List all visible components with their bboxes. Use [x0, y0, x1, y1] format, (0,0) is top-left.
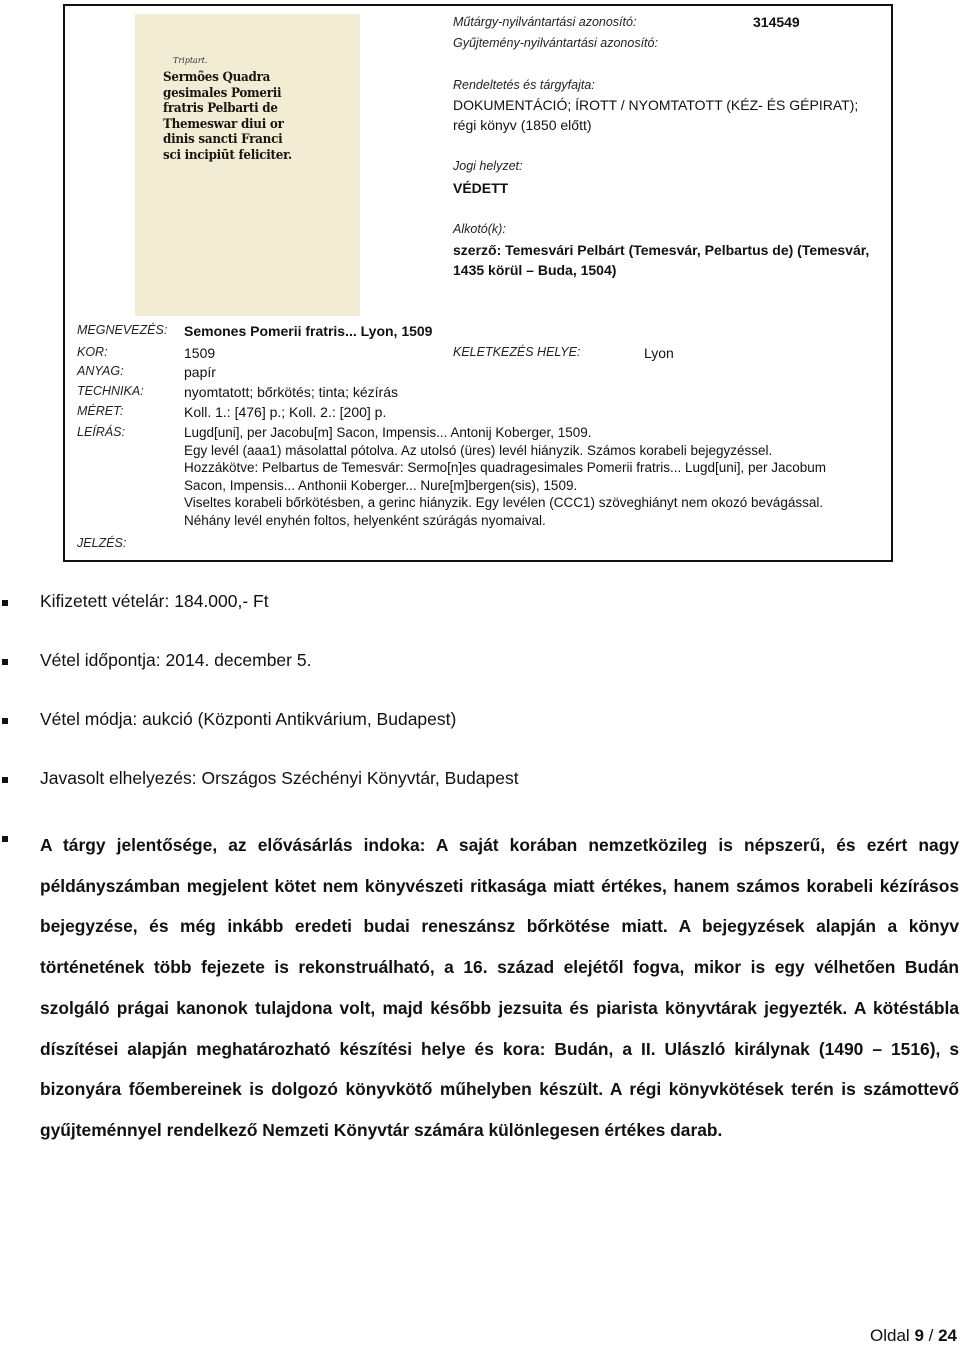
description-line: Néhány levél enyhén foltos, helyenként szúrágás nyomaival.: [184, 512, 546, 528]
size-label: MÉRET:: [77, 404, 124, 418]
purchase-method-text: Vétel módja: aukció (Központi Antikvárium, Budapest): [40, 709, 457, 729]
cover-line: Sermões Quadra: [163, 70, 271, 85]
inventory-label: Műtárgy-nyilvántartási azonosító:: [453, 15, 637, 29]
bullet-icon: [2, 718, 8, 724]
description-line: Sacon, Impensis... Anthonii Koberger... Nure[m]bergen(sis), 1509.: [184, 477, 578, 493]
cover-line: dinis sancti Franci: [163, 132, 283, 147]
bullet-icon: [2, 777, 8, 783]
bullet-icon: [2, 836, 8, 842]
description-line: Lugd[uni], per Jacobu[m] Sacon, Impensis... Antonij Koberger, 1509.: [184, 425, 592, 440]
age-label: KOR:: [77, 345, 108, 359]
footer-separator: /: [923, 1326, 939, 1345]
bullet-icon: [2, 600, 8, 606]
purpose-value-line2: régi könyv (1850 előtt): [453, 117, 592, 133]
legal-label: Jogi helyzet:: [453, 159, 523, 173]
technique-value: nyomtatott; bőrkötés; tinta; kézírás: [184, 384, 398, 400]
cover-line: fratris Pelbarti de: [163, 101, 278, 116]
creator-label: Alkotó(k):: [453, 222, 506, 236]
cover-line: sci incipiūt feliciter.: [163, 147, 292, 163]
creator-value-line1: szerző: Temesvári Pelbárt (Temesvár, Pelbartus de) (Temesvár,: [453, 242, 870, 258]
description-label: LEÍRÁS:: [77, 425, 125, 439]
collection-label: Gyűjtemény-nyilvántartási azonosító:: [453, 36, 658, 50]
name-label: MEGNEVEZÉS:: [77, 323, 168, 337]
description-value: [184, 424, 884, 530]
name-value: Semones Pomerii fratris... Lyon, 1509: [184, 323, 433, 339]
material-label: ANYAG:: [77, 364, 124, 378]
inventory-value: 314549: [753, 14, 800, 30]
total-pages: 24: [938, 1326, 957, 1345]
description-line: Egy levél (aaa1) másolattal pótolva. Az utolsó (üres) levél hiányzik. Számos korabeli bejegyzéssel.: [184, 442, 773, 458]
size-value: Koll. 1.: [476] p.; Koll. 2.: [200] p.: [184, 404, 387, 420]
origin-label: KELETKEZÉS HELYE:: [453, 345, 581, 359]
current-page: 9: [914, 1326, 924, 1345]
page-footer: [870, 1326, 957, 1346]
creator-value-line2: 1435 körül – Buda, 1504): [453, 262, 617, 278]
origin-value: Lyon: [644, 345, 674, 361]
cover-title-lines: [163, 70, 343, 163]
significance-paragraph: A tárgy jelentősége, az elővásárlás indoka: A saját korában nemzetközileg is népszerű, és ezért nagy példányszámban megjelent kötet nem könyvészeti ritkasága miatt értékes, hanem számos korabeli kézírásos bejegyzése, és még inkább eredeti budai reneszánsz bőrkötése miatt. A bejegyzések alapján a könyv történetének több fejezete is rekonstruálható, a 16. század elejétől fogva, mikor is egy vélhetően Budán szolgáló prágai kanonok tulajdona volt, majd később jezsuita és piarista könyvtárak jegyezték. A kötéstábla díszítései alapján meghatározható készítési helye és kora: Budán, a II. Ulászló királynak (1490 – 1516), s bizonyára főembereinek is dolgozó könyvkötő műhelyben készült. A régi könyvkötések terén is számottevő gyűjteménnyel rendelkező Nemzeti Könyvtár számára különlegesen értékes darab.: [40, 835, 959, 1140]
purchase-date-text: Vétel időpontja: 2014. december 5.: [40, 650, 312, 670]
footer-prefix: Oldal: [870, 1326, 915, 1345]
description-line: Viseltes korabeli bőrkötésben, a gerinc hiányzik. Egy levélen (CCC1) szöveghiányt nem okozó bevágással.: [184, 495, 824, 511]
record-card: [63, 4, 893, 562]
mark-label: JELZÉS:: [77, 536, 127, 550]
age-value: 1509: [184, 345, 216, 361]
book-cover-image: [135, 14, 360, 316]
purpose-label: Rendeltetés és tárgyfajta:: [453, 78, 595, 92]
cover-small-text: Triptart.: [173, 56, 208, 65]
technique-label: TECHNIKA:: [77, 384, 144, 398]
purpose-value-line1: DOKUMENTÁCIÓ; ÍROTT / NYOMTATOTT (KÉZ- ÉS GÉPIRAT);: [453, 97, 859, 113]
cover-line: gesimales Pomerii: [163, 85, 282, 101]
cover-line: Themeswar diui or: [163, 116, 284, 132]
price-text: Kifizetett vételár: 184.000,- Ft: [40, 591, 269, 611]
placement-text: Javasolt elhelyezés: Országos Széchényi Könyvtár, Budapest: [40, 768, 519, 788]
material-value: papír: [184, 364, 216, 380]
legal-value: VÉDETT: [453, 180, 509, 196]
description-line: Hozzákötve: Pelbartus de Temesvár: Sermo[n]es quadragesimales Pomerii fratris... Lugd[uni], per Jacobum: [184, 460, 827, 476]
bullet-icon: [2, 659, 8, 665]
